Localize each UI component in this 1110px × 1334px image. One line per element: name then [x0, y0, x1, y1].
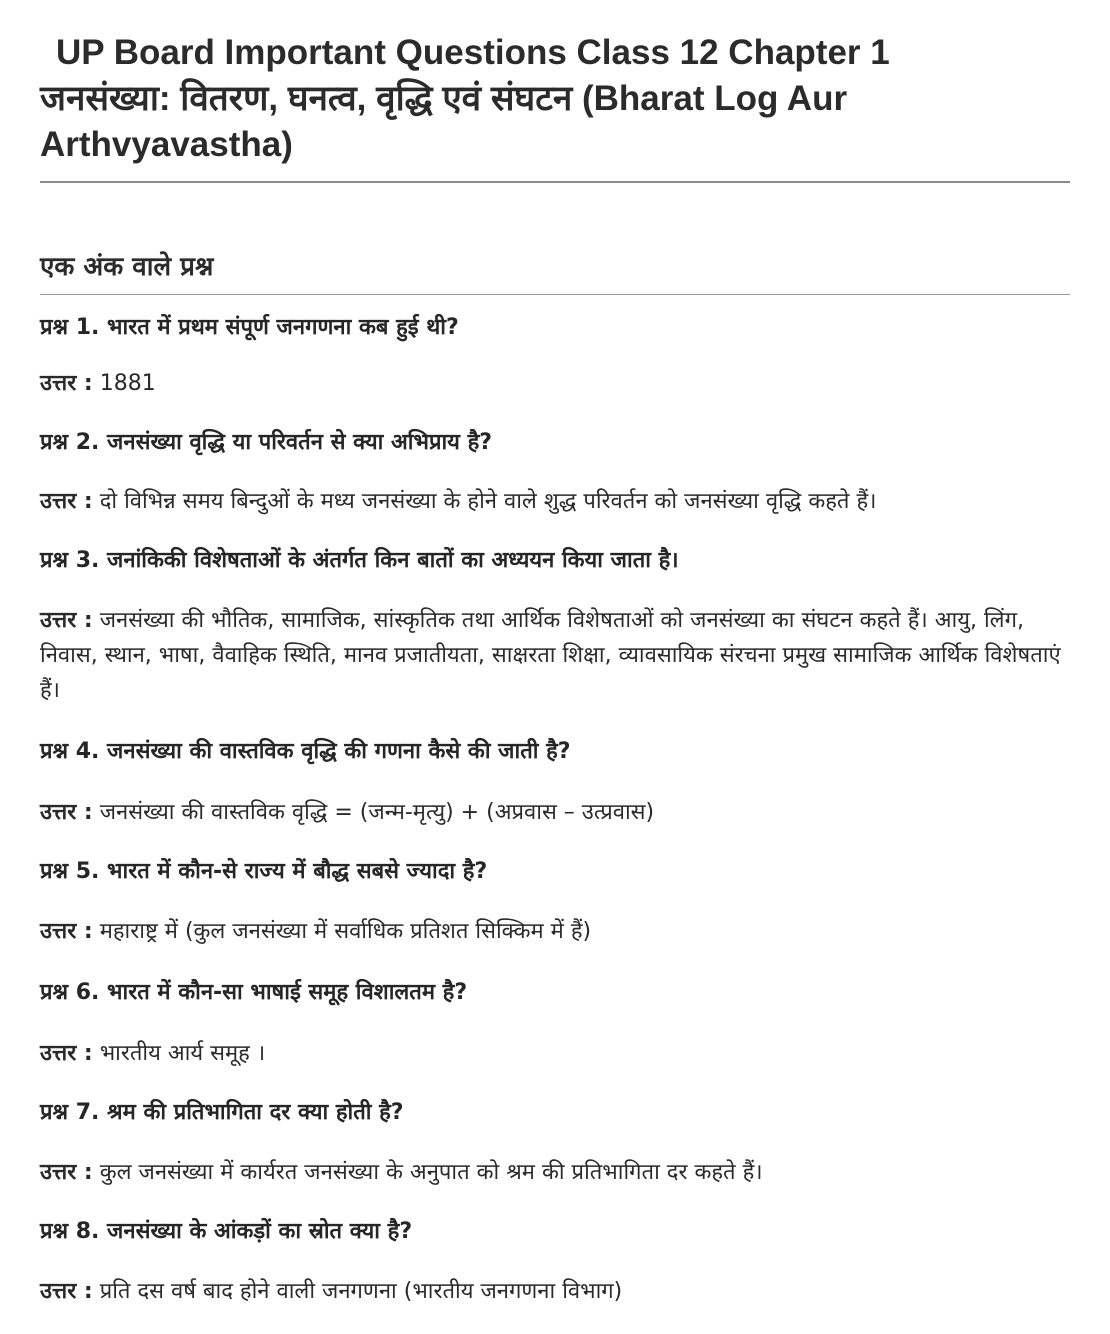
page-title: [40, 30, 1080, 168]
answer-text: भारतीय आर्य समूह ।: [99, 1041, 266, 1066]
answer-text: दो विभिन्न समय बिन्दुओं के मध्य जनसंख्या के होने वाले शुद्ध परिवर्तन को जनसंख्या वृद्धि कहते हैं।: [99, 489, 877, 514]
answer-text: जनसंख्या की भौतिक, सामाजिक, सांस्कृतिक तथा आर्थिक विशेषताओं को जनसंख्या का संघटन कहते हैं। आयु, लिंग, निवास, स्थान, भाषा, वैवाहिक स्थिति, मानव प्रजातीयता, साक्षरता शिक्षा, व्यावसायिक संरचना प्रमुख सामाजिक आर्थिक विशेषताएं हैं।: [40, 608, 1061, 703]
answer-text: कुल जनसंख्या में कार्यरत जनसंख्या के अनुपात को श्रम की प्रतिभागिता दर कहते हैं।: [99, 1160, 763, 1185]
question-4: प्रश्न 4. जनसंख्या की वास्तविक वृद्धि की गणना कैसे की जाती है?: [40, 739, 571, 764]
answer-3: [40, 603, 1070, 708]
question-1: प्रश्न 1. भारत में प्रथम संपूर्ण जनगणना कब हुई थी?: [40, 315, 459, 340]
question-5: प्रश्न 5. भारत में कौन-से राज्य में बौद्ध सबसे ज्यादा है?: [40, 859, 488, 884]
title-line-2: जनसंख्या: वितरण, घनत्व, वृद्धि एवं संघटन (Bharat Log Aur: [40, 79, 848, 118]
question-3: प्रश्न 3. जनांकिकी विशेषताओं के अंतर्गत किन बातों का अध्ययन किया जाता है।: [40, 548, 679, 573]
answer-text: महाराष्ट्र में (कुल जनसंख्या में सर्वाधिक प्रतिशत सिक्किम में हैं): [99, 919, 592, 944]
answer-label: उत्तर :: [40, 800, 93, 825]
answer-6: [40, 1036, 1070, 1071]
answer-text: जनसंख्या की वास्तविक वृद्धि = (जन्म-मृत्यु) + (अप्रवास – उत्प्रवास): [99, 800, 655, 825]
answer-7: [40, 1155, 1070, 1190]
title-divider: [40, 181, 1070, 183]
answer-label: उत्तर :: [40, 371, 93, 396]
answer-label: उत्तर :: [40, 1041, 93, 1066]
answer-5: [40, 914, 1070, 949]
question-2: प्रश्न 2. जनसंख्या वृद्धि या परिवर्तन से क्या अभिप्राय है?: [40, 430, 493, 455]
answer-label: उत्तर :: [40, 608, 93, 633]
answer-1: [40, 366, 1070, 401]
section-heading: एक अंक वाले प्रश्न: [40, 252, 214, 282]
title-line-3: Arthvyavastha): [40, 125, 293, 164]
answer-label: उत्तर :: [40, 919, 93, 944]
title-line-1: UP Board Important Questions Class 12 Chapter 1: [56, 33, 890, 72]
section-divider: [40, 294, 1070, 295]
question-6: प्रश्न 6. भारत में कौन-सा भाषाई समूह विशालतम है?: [40, 980, 468, 1005]
answer-4: [40, 795, 1070, 830]
answer-text: 1881: [99, 371, 156, 396]
answer-text: प्रति दस वर्ष बाद होने वाली जनगणना (भारतीय जनगणना विभाग): [99, 1279, 623, 1304]
answer-8: [40, 1274, 1070, 1309]
answer-label: उत्तर :: [40, 1160, 93, 1185]
question-8: प्रश्न 8. जनसंख्या के आंकड़ों का स्रोत क्या है?: [40, 1219, 413, 1244]
answer-label: उत्तर :: [40, 1279, 93, 1304]
question-7: प्रश्न 7. श्रम की प्रतिभागिता दर क्या होती है?: [40, 1100, 404, 1125]
answer-label: उत्तर :: [40, 489, 93, 514]
answer-2: [40, 484, 1070, 519]
